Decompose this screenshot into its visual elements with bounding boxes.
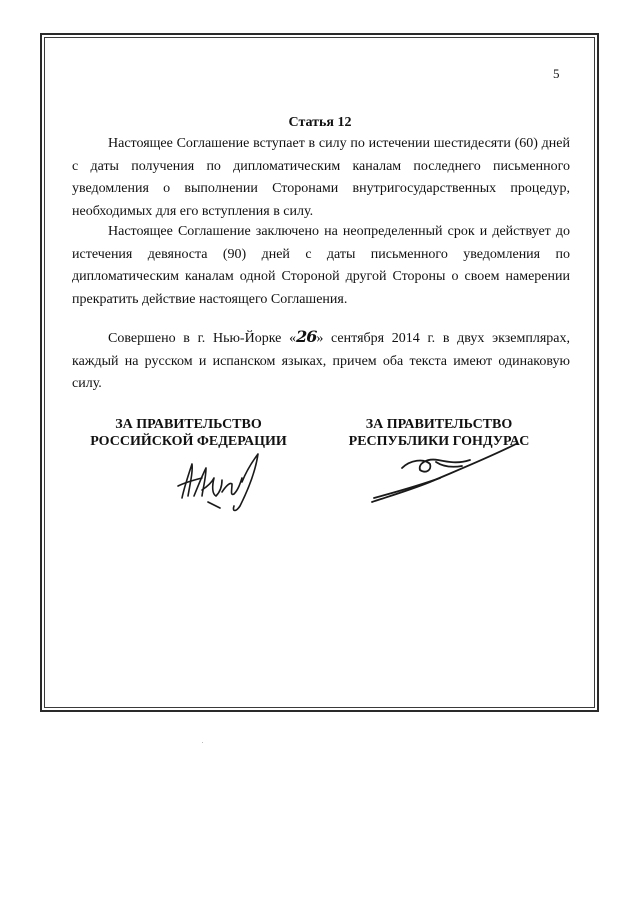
page-number: 5 xyxy=(553,66,560,81)
handwritten-date: 26 xyxy=(296,327,317,346)
signatory-russia-line-2: РОССИЙСКОЙ ФЕДЕРАЦИИ xyxy=(90,434,287,449)
signature-russia xyxy=(168,446,264,516)
closing-paragraph xyxy=(72,326,570,396)
signatory-russia xyxy=(76,416,301,450)
article-paragraph-1: Настоящее Соглашение вступает в силу по истечении шестидесяти (60) дней с даты получения по дипломатическим каналам последнего письменного уведомления о выполнении Сторонами внутригосударственных процедур, необходимых для его вступления в силу. xyxy=(72,136,570,219)
scan-speck xyxy=(202,742,203,743)
closing-text-before-date: Совершено в г. Нью-Йорке « xyxy=(108,331,297,346)
closing-text-after-date: » сентября 2014 г. в двух экземплярах, каждый на русском и испанском языках, причем оба текста имеют одинаковую силу. xyxy=(72,331,571,391)
signatory-russia-line-1: ЗА ПРАВИТЕЛЬСТВО xyxy=(115,417,262,432)
article-title: Статья 12 xyxy=(288,115,352,130)
signature-honduras xyxy=(366,440,518,508)
signatory-honduras-line-2: РЕСПУБЛИКИ ГОНДУРАС xyxy=(348,434,530,449)
article-paragraph-2: Настоящее Соглашение заключено на неопределенный срок и действует до истечения девяноста (90) дней с даты письменного уведомления по дипломатическим каналам одной Стороной другой Стороны о своем намерении прекратить действие настоящего Соглашения. xyxy=(72,224,570,307)
signatory-honduras-line-1: ЗА ПРАВИТЕЛЬСТВО xyxy=(365,417,513,432)
